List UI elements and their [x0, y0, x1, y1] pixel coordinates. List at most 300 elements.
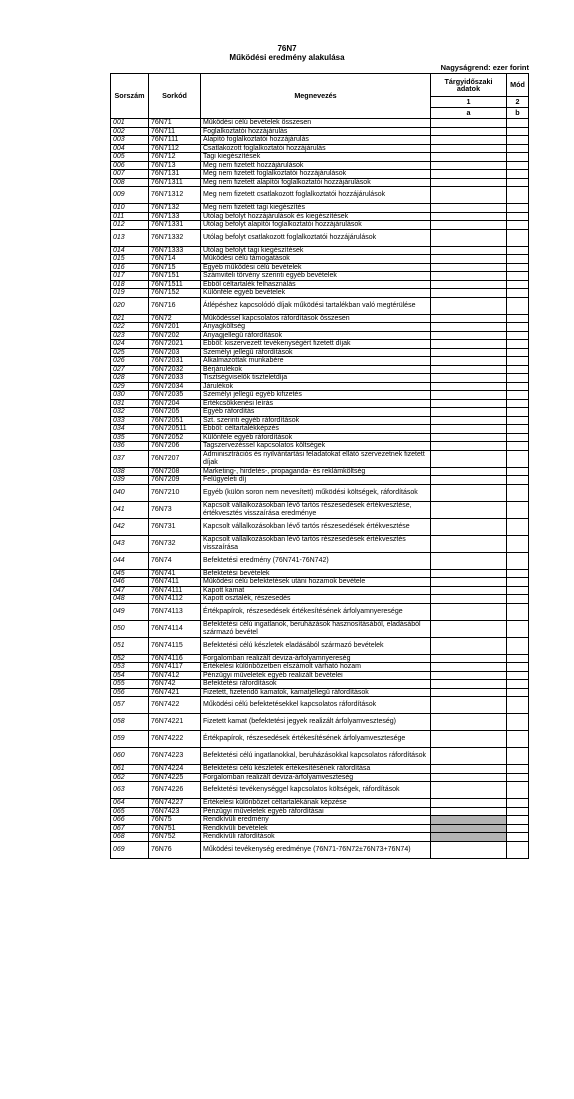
row-code: 76N73 — [149, 501, 201, 518]
row-value-cell — [431, 671, 507, 680]
table-row — [111, 569, 529, 578]
row-value-cell — [431, 476, 507, 485]
row-value-cell — [431, 357, 507, 366]
table-row — [111, 833, 529, 842]
row-mod-cell — [507, 391, 529, 400]
row-mod-cell — [507, 348, 529, 357]
row-value-cell — [431, 144, 507, 153]
row-name: Utólag befolyt tagi kiegészítések — [201, 246, 431, 255]
row-serial: 068 — [111, 833, 149, 842]
header-period: Tárgyidőszaki adatok — [431, 74, 507, 97]
row-code: 76N711 — [149, 127, 201, 136]
table-row — [111, 841, 529, 858]
row-code: 76N72034 — [149, 382, 201, 391]
row-code: 76N7206 — [149, 442, 201, 451]
row-name: Befektetési célú ingatlanok, beruházások hasznosításából, eladásából származó bevétel — [201, 620, 431, 637]
row-mod-cell — [507, 212, 529, 221]
row-name: Kapott kamat — [201, 586, 431, 595]
row-name: Egyéb (külön soron nem nevesített) működési költségek, ráfordítások — [201, 484, 431, 501]
table-row — [111, 348, 529, 357]
row-code: 76N74224 — [149, 765, 201, 774]
row-value-cell — [431, 535, 507, 552]
row-mod-cell — [507, 263, 529, 272]
row-value-cell — [431, 603, 507, 620]
row-serial: 035 — [111, 433, 149, 442]
row-mod-cell — [507, 272, 529, 281]
row-name: Adminisztrációs és nyilvántartási feladatokat ellátó szervezetnek fizetett díjak — [201, 450, 431, 467]
row-serial: 034 — [111, 425, 149, 434]
header-code: Sorkód — [149, 74, 201, 119]
row-serial: 007 — [111, 170, 149, 179]
table-row — [111, 408, 529, 417]
row-name: Befektetési célú ingatlanokkal, beruházásokkal kapcsolatos ráfordítások — [201, 748, 431, 765]
row-mod-cell — [507, 569, 529, 578]
table-row — [111, 620, 529, 637]
row-value-cell — [431, 391, 507, 400]
row-value-cell — [431, 442, 507, 451]
row-name: Befektetési célú készletek eladásából származó bevételek — [201, 637, 431, 654]
table-row — [111, 671, 529, 680]
row-serial: 013 — [111, 229, 149, 246]
table-code: 76N7 — [277, 44, 297, 53]
row-serial: 065 — [111, 807, 149, 816]
row-code: 76N71332 — [149, 229, 201, 246]
row-mod-cell — [507, 654, 529, 663]
row-serial: 057 — [111, 697, 149, 714]
row-code: 76N7131 — [149, 170, 201, 179]
row-code: 76N715 — [149, 263, 201, 272]
row-name: Különféle egyéb ráfordítások — [201, 433, 431, 442]
row-mod-cell — [507, 144, 529, 153]
table-row — [111, 229, 529, 246]
row-mod-cell — [507, 127, 529, 136]
row-value-cell — [431, 433, 507, 442]
row-mod-cell — [507, 807, 529, 816]
row-code: 76N741 — [149, 569, 201, 578]
row-name: Járulékok — [201, 382, 431, 391]
table-row — [111, 399, 529, 408]
table-row — [111, 442, 529, 451]
row-value-cell — [431, 663, 507, 672]
row-mod-cell — [507, 824, 529, 833]
row-name: Tisztségviselők tiszteletdíja — [201, 374, 431, 383]
table-row — [111, 297, 529, 314]
row-name: Alapító foglalkoztatói hozzájárulás — [201, 136, 431, 145]
row-serial: 038 — [111, 467, 149, 476]
table-row — [111, 374, 529, 383]
row-value-cell — [431, 408, 507, 417]
row-serial: 008 — [111, 178, 149, 187]
row-mod-cell — [507, 442, 529, 451]
table-row — [111, 204, 529, 213]
row-name: Működési célú befektetések utáni hozamok bevétele — [201, 578, 431, 587]
table-row — [111, 314, 529, 323]
row-serial: 029 — [111, 382, 149, 391]
row-mod-cell — [507, 637, 529, 654]
page-title: Működési eredmény alakulása — [229, 53, 345, 62]
row-mod-cell — [507, 765, 529, 774]
table-row — [111, 688, 529, 697]
row-name: Foglalkoztatói hozzájárulás — [201, 127, 431, 136]
table-row — [111, 323, 529, 332]
row-serial: 052 — [111, 654, 149, 663]
row-serial: 020 — [111, 297, 149, 314]
row-value-cell — [431, 348, 507, 357]
row-mod-cell — [507, 595, 529, 604]
row-value-cell — [431, 314, 507, 323]
row-value-cell — [431, 340, 507, 349]
table-row — [111, 586, 529, 595]
row-name: Egyéb működési célú bevételek — [201, 263, 431, 272]
row-code: 76N7421 — [149, 688, 201, 697]
row-name: Anyagköltség — [201, 323, 431, 332]
row-code: 76N751 — [149, 824, 201, 833]
row-code: 76N714 — [149, 255, 201, 264]
row-code: 76N752 — [149, 833, 201, 842]
row-name: Forgalomban realizált deviza-árfolyamnyereség — [201, 654, 431, 663]
row-value-cell — [431, 136, 507, 145]
row-name: Személyi jellegű egyéb kifizetés — [201, 391, 431, 400]
table-row — [111, 714, 529, 731]
row-serial: 028 — [111, 374, 149, 383]
row-mod-cell — [507, 714, 529, 731]
table-row — [111, 144, 529, 153]
row-mod-cell — [507, 467, 529, 476]
row-value-cell — [431, 187, 507, 204]
row-serial: 014 — [111, 246, 149, 255]
row-serial: 055 — [111, 680, 149, 689]
row-value-cell — [431, 399, 507, 408]
row-serial: 022 — [111, 323, 149, 332]
row-value-cell — [431, 374, 507, 383]
row-value-cell — [431, 204, 507, 213]
row-code: 76N74111 — [149, 586, 201, 595]
row-name: Alkalmazottak munkabére — [201, 357, 431, 366]
row-serial: 063 — [111, 782, 149, 799]
row-code: 76N7411 — [149, 578, 201, 587]
row-value-cell — [431, 297, 507, 314]
row-value-cell — [431, 654, 507, 663]
row-name: Értékelési különbözet céltartalékának képzése — [201, 799, 431, 808]
row-mod-cell — [507, 484, 529, 501]
row-name: Működési célú befektetésekkel kapcsolatos ráfordítások — [201, 697, 431, 714]
row-value-cell — [431, 620, 507, 637]
row-name: Forgalomban realizált deviza-árfolyamveszteség — [201, 773, 431, 782]
row-value-cell — [431, 765, 507, 774]
header-period-num: 1 — [431, 97, 507, 108]
table-row — [111, 816, 529, 825]
row-serial: 026 — [111, 357, 149, 366]
row-mod-cell — [507, 425, 529, 434]
table-row — [111, 119, 529, 128]
row-mod-cell — [507, 603, 529, 620]
row-value-cell — [431, 382, 507, 391]
row-mod-cell — [507, 314, 529, 323]
row-name: Befektetési eredmény (76N741-76N742) — [201, 552, 431, 569]
header-period-letter: a — [431, 108, 507, 119]
row-mod-cell — [507, 663, 529, 672]
table-row — [111, 153, 529, 162]
row-value-cell — [431, 212, 507, 221]
row-name: Felügyeleti díj — [201, 476, 431, 485]
row-value-cell — [431, 748, 507, 765]
table-row — [111, 697, 529, 714]
row-code: 76N7423 — [149, 807, 201, 816]
row-mod-cell — [507, 680, 529, 689]
table-row — [111, 578, 529, 587]
row-serial: 040 — [111, 484, 149, 501]
row-code: 76N7208 — [149, 467, 201, 476]
row-name: Meg nem fizetett foglalkoztatói hozzájárulások — [201, 170, 431, 179]
row-mod-cell — [507, 586, 529, 595]
row-serial: 037 — [111, 450, 149, 467]
row-mod-cell — [507, 450, 529, 467]
row-serial: 005 — [111, 153, 149, 162]
row-name: Működéssel kapcsolatos ráfordítások összesen — [201, 314, 431, 323]
row-mod-cell — [507, 782, 529, 799]
row-code: 76N7422 — [149, 697, 201, 714]
row-name: Működési célú bevételek összesen — [201, 119, 431, 128]
table-row — [111, 535, 529, 552]
row-mod-cell — [507, 221, 529, 230]
table-row — [111, 595, 529, 604]
row-code: 76N7203 — [149, 348, 201, 357]
row-name: Befektetési célú készletek értékesítésének ráfordítása — [201, 765, 431, 774]
row-name: Értékpapírok, részesedések értékesítésének árfolyamnyeresége — [201, 603, 431, 620]
row-serial: 059 — [111, 731, 149, 748]
table-row — [111, 782, 529, 799]
table-row — [111, 382, 529, 391]
row-name: Ebből: céltartalékképzés — [201, 425, 431, 434]
row-code: 76N71312 — [149, 187, 201, 204]
row-name: Anyagjellegű ráfordítások — [201, 331, 431, 340]
row-mod-cell — [507, 552, 529, 569]
row-value-cell — [431, 569, 507, 578]
row-serial: 033 — [111, 416, 149, 425]
row-value-cell — [431, 688, 507, 697]
table-row — [111, 765, 529, 774]
row-serial: 048 — [111, 595, 149, 604]
table-row — [111, 476, 529, 485]
row-name: Befektetési ráfordítások — [201, 680, 431, 689]
row-name: Marketing-, hirdetés-, propaganda- és reklámköltség — [201, 467, 431, 476]
table-row — [111, 170, 529, 179]
row-code: 76N7111 — [149, 136, 201, 145]
row-mod-cell — [507, 161, 529, 170]
row-value-cell — [431, 425, 507, 434]
row-code: 76N74113 — [149, 603, 201, 620]
row-serial: 050 — [111, 620, 149, 637]
row-mod-cell — [507, 382, 529, 391]
row-name: Pénzügyi műveletek egyéb realizált bevételei — [201, 671, 431, 680]
table-row — [111, 161, 529, 170]
table-row — [111, 799, 529, 808]
row-serial: 019 — [111, 289, 149, 298]
row-code: 76N72032 — [149, 365, 201, 374]
row-code: 76N7152 — [149, 289, 201, 298]
row-serial: 047 — [111, 586, 149, 595]
row-serial: 042 — [111, 518, 149, 535]
row-value-cell — [431, 714, 507, 731]
row-serial: 067 — [111, 824, 149, 833]
header-mod-letter: b — [507, 108, 529, 119]
row-code: 76N7201 — [149, 323, 201, 332]
row-value-cell — [431, 595, 507, 604]
row-serial: 015 — [111, 255, 149, 264]
row-value-cell — [431, 280, 507, 289]
row-value-cell — [431, 680, 507, 689]
row-serial: 054 — [111, 671, 149, 680]
row-mod-cell — [507, 365, 529, 374]
table-row — [111, 807, 529, 816]
row-value-cell — [431, 484, 507, 501]
row-mod-cell — [507, 357, 529, 366]
row-code: 76N7209 — [149, 476, 201, 485]
row-serial: 031 — [111, 399, 149, 408]
row-value-cell — [431, 246, 507, 255]
row-name: Működési tevékenység eredménye (76N71-76N72±76N73+76N74) — [201, 841, 431, 858]
table-row — [111, 246, 529, 255]
table-row — [111, 289, 529, 298]
row-name: Rendkívüli bevételek — [201, 824, 431, 833]
row-mod-cell — [507, 578, 529, 587]
row-code: 76N72033 — [149, 374, 201, 383]
row-value-cell — [431, 586, 507, 595]
row-serial: 023 — [111, 331, 149, 340]
table-row — [111, 136, 529, 145]
table-row — [111, 637, 529, 654]
row-value-cell — [431, 501, 507, 518]
table-row — [111, 450, 529, 467]
row-serial: 045 — [111, 569, 149, 578]
header-serial: Sorszám — [111, 74, 149, 119]
table-row — [111, 187, 529, 204]
row-mod-cell — [507, 476, 529, 485]
row-name: Kapcsolt vállalkozásokban lévő tartós részesedések értékvesztése — [201, 518, 431, 535]
table-row — [111, 731, 529, 748]
row-mod-cell — [507, 518, 529, 535]
row-mod-cell — [507, 833, 529, 842]
table-row — [111, 280, 529, 289]
row-code: 76N742 — [149, 680, 201, 689]
row-value-cell — [431, 263, 507, 272]
row-code: 76N716 — [149, 297, 201, 314]
row-name: Tagi kiegészítések — [201, 153, 431, 162]
row-value-cell — [431, 221, 507, 230]
row-name: Értékcsökkenési leírás — [201, 399, 431, 408]
table-row — [111, 340, 529, 349]
row-code: 76N74221 — [149, 714, 201, 731]
row-code: 76N72 — [149, 314, 201, 323]
row-code: 76N74227 — [149, 799, 201, 808]
row-code: 76N74226 — [149, 782, 201, 799]
row-serial: 025 — [111, 348, 149, 357]
row-serial: 060 — [111, 748, 149, 765]
row-name: Egyéb ráfordítás — [201, 408, 431, 417]
row-code: 76N731 — [149, 518, 201, 535]
row-name: Szt. szerinti egyéb ráfordítások — [201, 416, 431, 425]
row-code: 76N720511 — [149, 425, 201, 434]
row-code: 76N7204 — [149, 399, 201, 408]
row-name: Ebből céltartalék felhasználás — [201, 280, 431, 289]
table-row — [111, 331, 529, 340]
table-row — [111, 178, 529, 187]
row-value-cell — [431, 697, 507, 714]
row-serial: 017 — [111, 272, 149, 281]
row-name: Pénzügyi műveletek egyéb ráfordításai — [201, 807, 431, 816]
row-mod-cell — [507, 841, 529, 858]
table-row — [111, 484, 529, 501]
row-mod-cell — [507, 187, 529, 204]
row-serial: 046 — [111, 578, 149, 587]
row-code: 76N74225 — [149, 773, 201, 782]
row-value-cell — [431, 170, 507, 179]
row-name: Rendkívüli eredmény — [201, 816, 431, 825]
row-serial: 018 — [111, 280, 149, 289]
row-serial: 062 — [111, 773, 149, 782]
row-name: Meg nem fizetett hozzájárulások — [201, 161, 431, 170]
row-mod-cell — [507, 153, 529, 162]
row-serial: 061 — [111, 765, 149, 774]
row-mod-cell — [507, 535, 529, 552]
row-code: 76N732 — [149, 535, 201, 552]
row-mod-cell — [507, 408, 529, 417]
row-serial: 053 — [111, 663, 149, 672]
row-code: 76N76 — [149, 841, 201, 858]
row-name: Bérjárulékok — [201, 365, 431, 374]
row-value-cell — [431, 178, 507, 187]
table-row — [111, 654, 529, 663]
row-mod-cell — [507, 374, 529, 383]
table-row — [111, 518, 529, 535]
row-value-cell — [431, 365, 507, 374]
table-row — [111, 773, 529, 782]
row-value-cell — [431, 272, 507, 281]
row-mod-cell — [507, 671, 529, 680]
row-value-cell — [431, 289, 507, 298]
row-value-cell — [431, 807, 507, 816]
table-row — [111, 221, 529, 230]
row-mod-cell — [507, 289, 529, 298]
row-name: Különféle egyéb bevételek — [201, 289, 431, 298]
row-code: 76N7210 — [149, 484, 201, 501]
row-value-cell — [431, 824, 507, 833]
row-serial: 002 — [111, 127, 149, 136]
row-value-cell — [431, 799, 507, 808]
row-name: Fizetett, fizetendő kamatok, kamatjellegű ráfordítások — [201, 688, 431, 697]
row-code: 76N7412 — [149, 671, 201, 680]
row-code: 76N7133 — [149, 212, 201, 221]
table-row — [111, 127, 529, 136]
table-row — [111, 501, 529, 518]
row-serial: 011 — [111, 212, 149, 221]
row-value-cell — [431, 127, 507, 136]
row-mod-cell — [507, 620, 529, 637]
row-mod-cell — [507, 688, 529, 697]
row-name: Meg nem fizetett tagi kiegészítés — [201, 204, 431, 213]
row-mod-cell — [507, 731, 529, 748]
row-serial: 058 — [111, 714, 149, 731]
table-row — [111, 263, 529, 272]
row-name: Személyi jellegű ráfordítások — [201, 348, 431, 357]
row-code: 76N74223 — [149, 748, 201, 765]
row-value-cell — [431, 467, 507, 476]
row-code: 76N71 — [149, 119, 201, 128]
row-mod-cell — [507, 119, 529, 128]
row-serial: 016 — [111, 263, 149, 272]
table-row — [111, 365, 529, 374]
row-value-cell — [431, 119, 507, 128]
